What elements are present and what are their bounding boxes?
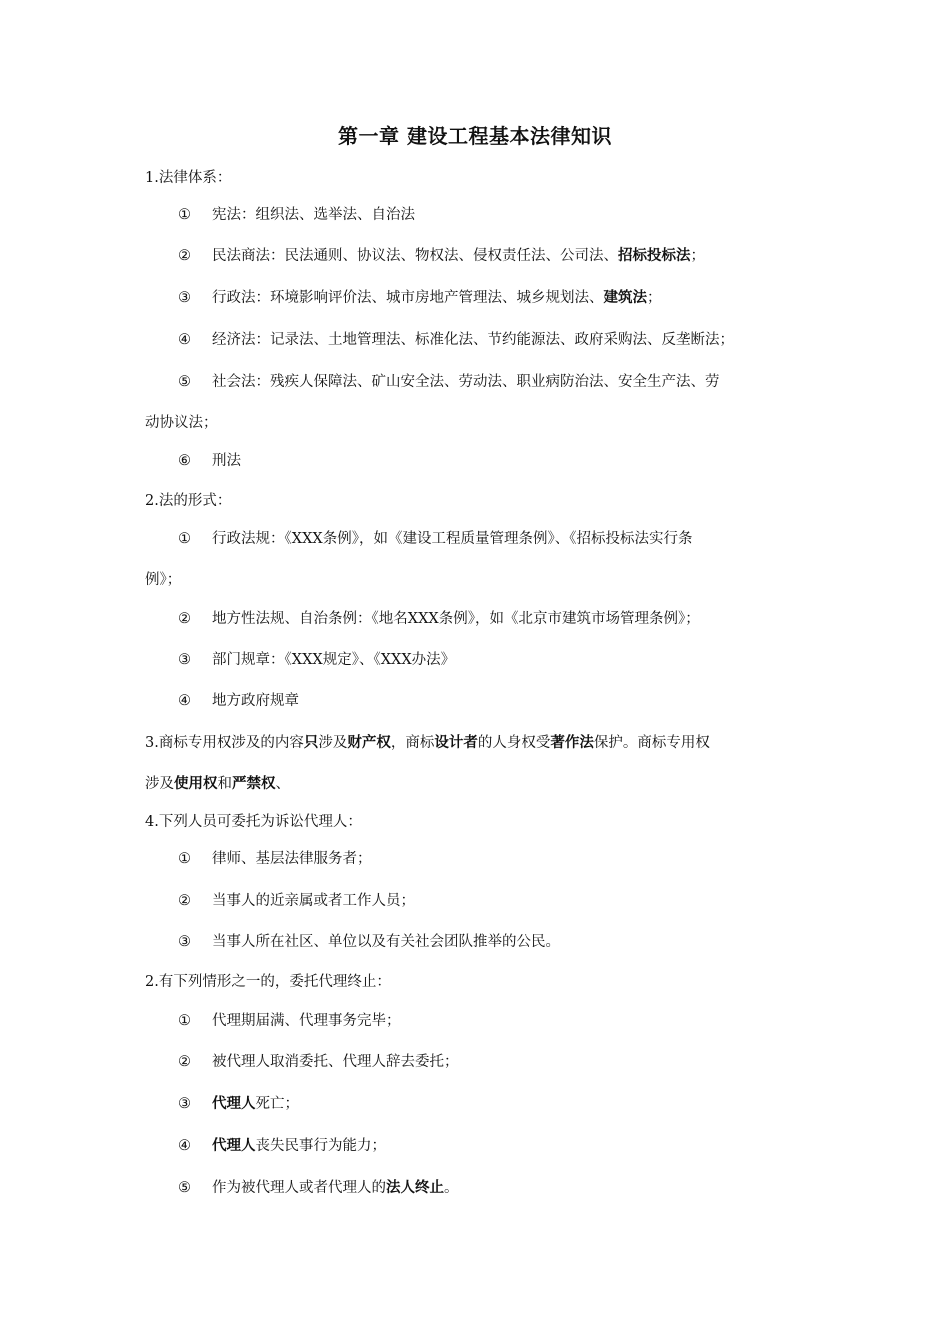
item-emphasis: 法人终止 <box>386 1180 444 1196</box>
item-number: ③ <box>178 1096 191 1112</box>
list-item <box>178 372 810 392</box>
item-number: ① <box>178 851 191 867</box>
section-3-paragraph <box>145 733 810 753</box>
item-text: 丧失民事行为能力； <box>255 1138 386 1154</box>
list-item-continuation: 动协议法； <box>145 415 218 431</box>
list-item <box>178 691 810 711</box>
item-text: 行政法规：《XXX条例》，如《建设工程质量管理条例》、《招标投标法实行条 <box>212 531 693 547</box>
text-run: 、 <box>275 776 290 792</box>
item-text: 律师、基层法律服务者； <box>212 851 372 867</box>
text-run: 涉及 <box>145 776 174 792</box>
text-emphasis: 使用权 <box>174 776 218 792</box>
item-number: ① <box>178 207 191 223</box>
list-item <box>178 205 810 225</box>
item-number: ③ <box>178 652 191 668</box>
item-number: ④ <box>178 693 191 709</box>
list-item <box>178 246 810 266</box>
list-item <box>178 1094 810 1114</box>
item-number: ① <box>178 1013 191 1029</box>
item-number: ① <box>178 531 191 547</box>
text-emphasis: 著作法 <box>550 735 594 751</box>
item-text: 当事人的近亲属或者工作人员； <box>212 893 415 909</box>
list-item <box>178 451 810 471</box>
item-emphasis: 建筑法 <box>603 290 647 306</box>
text-run: 3.商标专用权涉及的内容 <box>145 735 304 751</box>
text-emphasis: 财产权 <box>347 735 391 751</box>
item-number: ⑤ <box>178 374 191 390</box>
item-text: 刑法 <box>212 453 241 469</box>
item-number: ④ <box>178 332 191 348</box>
chapter-title: 第一章 建设工程基本法律知识 <box>338 124 612 148</box>
text-emphasis: 只 <box>303 735 319 751</box>
item-text: 部门规章：《XXX规定》、《XXX办法》 <box>212 652 456 668</box>
item-text: 社会法：残疾人保障法、矿山安全法、劳动法、职业病防治法、安全生产法、劳 <box>212 374 720 390</box>
item-text: 宪法：组织法、选举法、自治法 <box>212 207 415 223</box>
section-3-paragraph-line-2 <box>145 774 810 794</box>
item-text: 民法商法：民法通则、协议法、物权法、侵权责任法、公司法、 <box>212 248 618 264</box>
item-number: ② <box>178 1054 191 1070</box>
item-number: ② <box>178 893 191 909</box>
list-item <box>178 609 810 629</box>
list-item <box>178 529 810 549</box>
item-tail: ； <box>647 290 662 306</box>
item-number: ③ <box>178 934 191 950</box>
item-number: ② <box>178 248 191 264</box>
item-number: ④ <box>178 1138 191 1154</box>
text-run: 和 <box>217 776 232 792</box>
item-number: ⑤ <box>178 1180 191 1196</box>
section-2-heading: 2.法的形式： <box>145 493 232 509</box>
item-text: 被代理人取消委托、代理人辞去委托； <box>212 1054 459 1070</box>
list-item <box>178 891 810 911</box>
item-text: 死亡； <box>255 1096 299 1112</box>
text-run: ，商标 <box>390 735 435 751</box>
list-item <box>178 1136 810 1156</box>
section-5-heading: 2.有下列情形之一的，委托代理终止： <box>145 974 391 990</box>
list-item-continuation: 例》； <box>145 572 182 588</box>
section-1-heading: 1.法律体系： <box>145 170 232 186</box>
item-emphasis: 招标投标法 <box>618 248 691 264</box>
item-text: 当事人所在社区、单位以及有关社会团队推举的公民。 <box>212 934 560 950</box>
list-item <box>178 330 810 350</box>
text-emphasis: 严禁权 <box>232 776 276 792</box>
list-item <box>178 849 810 869</box>
item-text: 地方政府规章 <box>212 693 299 709</box>
item-text: 地方性法规、自治条例：《地名XXX条例》，如《北京市建筑市场管理条例》； <box>212 611 700 627</box>
text-run: 涉及 <box>318 735 348 751</box>
list-item <box>178 288 810 308</box>
item-emphasis: 代理人 <box>212 1096 256 1112</box>
item-emphasis: 代理人 <box>212 1138 256 1154</box>
list-item <box>178 650 810 670</box>
list-item <box>178 1178 810 1198</box>
item-number: ⑥ <box>178 453 191 469</box>
item-tail: 。 <box>444 1180 459 1196</box>
text-emphasis: 设计者 <box>434 735 478 751</box>
item-number: ② <box>178 611 191 627</box>
item-text: 行政法：环境影响评价法、城市房地产管理法、城乡规划法、 <box>212 290 604 306</box>
list-item <box>178 1011 810 1031</box>
item-text: 经济法：记录法、土地管理法、标准化法、节约能源法、政府采购法、反垄断法； <box>212 332 734 348</box>
text-run: 保护。商标专用权 <box>593 735 710 751</box>
list-item <box>178 932 810 952</box>
item-text: 作为被代理人或者代理人的 <box>212 1180 386 1196</box>
item-tail: ； <box>690 248 705 264</box>
text-run: 的人身权受 <box>477 735 551 751</box>
list-item <box>178 1052 810 1072</box>
item-text: 代理期届满、代理事务完毕； <box>212 1013 401 1029</box>
section-4-heading: 4.下列人员可委托为诉讼代理人： <box>145 814 362 830</box>
item-number: ③ <box>178 290 191 306</box>
